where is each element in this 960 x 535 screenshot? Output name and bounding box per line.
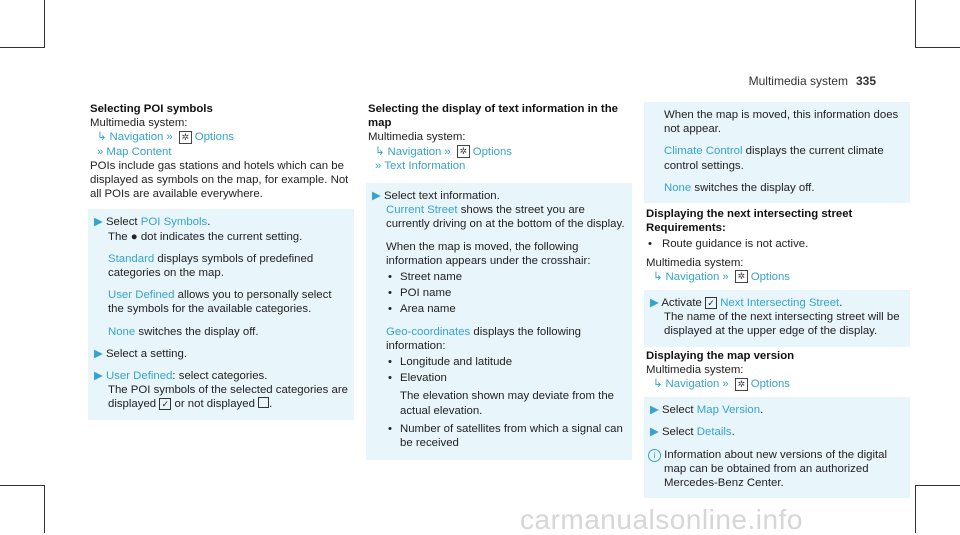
user-defined-text: allows you to personally select the symbols for the available categories. <box>108 289 332 316</box>
arrow-icon: ↳ <box>375 145 385 158</box>
none-link[interactable]: None <box>664 181 692 194</box>
climate-control-link[interactable]: Climate Control <box>664 145 743 158</box>
options-link[interactable]: Options <box>194 131 234 144</box>
user-defined-link[interactable]: User Defined <box>108 289 175 302</box>
dot-text: The ● dot indicates the current setting. <box>108 230 303 243</box>
arrow-icon: ↳ <box>97 131 107 144</box>
info-icon: i <box>648 449 661 462</box>
map-content-link[interactable]: Map Content <box>106 145 172 158</box>
punct: . <box>839 297 843 310</box>
crop-mark <box>44 485 45 533</box>
gear-icon: ✲ <box>735 378 748 391</box>
arrow-icon: ↳ <box>653 378 663 391</box>
crop-mark <box>915 0 916 48</box>
list-item: • Number of satellites from which a signal can be received <box>386 422 626 450</box>
step-text: Select <box>105 216 138 229</box>
standard-text: displays symbols of predefined categories on the map. <box>108 252 314 280</box>
crop-mark <box>915 485 960 486</box>
watermark: carmanualsonline.info <box>520 503 803 535</box>
requirements-label: Requirements: <box>646 222 726 235</box>
nav-link[interactable]: Navigation <box>109 131 164 144</box>
next-street-link[interactable]: Next Intersecting Street <box>720 297 840 310</box>
section-heading: Selecting the display of text information in the map <box>368 103 618 130</box>
step-icon: ▶ <box>372 190 381 203</box>
system-label: Multimedia system: <box>646 363 744 376</box>
text-info-link[interactable]: Text Information <box>384 159 466 172</box>
menu-path <box>646 270 910 284</box>
step-text: : select categories. <box>172 370 268 383</box>
nav-link[interactable]: Navigation <box>387 145 442 158</box>
chevron-icon: » <box>722 270 729 283</box>
options-link[interactable]: Options <box>750 378 790 391</box>
step-text: The POI symbols of the selected categories are displayed <box>108 384 348 411</box>
column-3 <box>646 102 910 498</box>
menu-path <box>646 377 910 391</box>
none-link[interactable]: None <box>108 325 136 338</box>
chevron-icon: » <box>375 159 382 172</box>
step-text: Select text information. <box>383 190 500 203</box>
options-link[interactable]: Options <box>750 270 790 283</box>
info-text: Information about new versions of the digital map can be obtained from an authorized Mercedes-Benz Center. <box>664 448 888 490</box>
chevron-icon: » <box>166 131 173 144</box>
gear-icon: ✲ <box>179 131 192 144</box>
requirement-item: • Route guidance is not active. <box>646 237 910 251</box>
header-title: Multimedia system <box>748 74 848 88</box>
section-heading: Displaying the next intersecting street <box>646 208 853 221</box>
moved-text: When the map is moved, this information does not appear. <box>664 109 899 136</box>
gear-icon: ✲ <box>735 270 748 283</box>
section-heading: Displaying the map version <box>646 349 795 362</box>
system-label: Multimedia system: <box>90 117 188 130</box>
arrow-icon: ↳ <box>653 270 663 283</box>
crop-mark <box>915 485 916 533</box>
current-street-text: shows the street you are currently driving on at the bottom of the display. <box>386 204 625 231</box>
menu-path-2 <box>368 159 632 173</box>
column-2 <box>368 102 632 460</box>
punct: . <box>731 426 735 439</box>
map-version-link[interactable]: Map Version <box>696 404 761 417</box>
chevron-icon: » <box>444 145 451 158</box>
user-defined-link[interactable]: User Defined <box>105 370 173 383</box>
punct: . <box>207 216 211 229</box>
list-item: • Area name <box>386 302 626 316</box>
menu-path <box>90 130 354 144</box>
section-heading: Selecting POI symbols <box>90 103 213 115</box>
nav-link[interactable]: Navigation <box>665 378 720 391</box>
page-number: 335 <box>855 74 876 88</box>
step-text: or not displayed <box>174 398 255 411</box>
step-text: Select a setting. <box>105 347 187 360</box>
checkbox-empty-icon <box>258 397 269 408</box>
climate-text: displays the current climate control settings. <box>664 145 884 172</box>
crop-mark <box>0 485 45 486</box>
step-icon: ▶ <box>94 347 103 360</box>
list-item: • POI name <box>386 286 626 300</box>
menu-path <box>368 145 632 159</box>
options-link[interactable]: Options <box>472 145 512 158</box>
continued-band <box>644 102 910 203</box>
step-text: Select <box>661 404 694 417</box>
geo-text: displays the following information: <box>386 325 582 352</box>
crop-mark <box>44 0 45 48</box>
list-item: • Elevation <box>386 371 626 385</box>
menu-path-2 <box>90 145 354 159</box>
list-item: • Street name <box>386 270 626 284</box>
checkbox-checked-icon: ✓ <box>159 398 171 410</box>
poi-symbols-link[interactable]: POI Symbols <box>140 216 208 229</box>
details-link[interactable]: Details <box>696 426 732 439</box>
chevron-icon: » <box>97 145 104 158</box>
step-band <box>644 290 910 347</box>
step-band <box>644 397 910 498</box>
standard-link[interactable]: Standard <box>108 252 155 265</box>
column-1 <box>90 102 354 420</box>
none-text: switches the display off. <box>135 325 259 338</box>
step-icon: ▶ <box>650 426 659 439</box>
punct: . <box>269 398 273 411</box>
crop-mark <box>915 47 960 48</box>
step-band <box>88 209 354 419</box>
current-street-link[interactable]: Current Street <box>386 204 458 217</box>
system-label: Multimedia system: <box>368 131 466 144</box>
elevation-note: The elevation shown may deviate from the actual elevation. <box>400 390 615 417</box>
gear-icon: ✲ <box>457 145 470 158</box>
list-item: • Longitude and latitude <box>386 355 626 369</box>
step-band <box>366 183 632 460</box>
step-icon: ▶ <box>94 216 103 229</box>
step-text: The name of the next intersecting street will be displayed at the upper edge of the display. <box>664 311 900 338</box>
checkbox-checked-icon: ✓ <box>705 297 717 309</box>
system-label: Multimedia system: <box>646 256 744 269</box>
page-header <box>749 74 876 88</box>
crop-mark <box>0 47 45 48</box>
step-icon: ▶ <box>650 404 659 417</box>
none-text: switches the display off. <box>691 181 815 194</box>
chevron-icon: » <box>722 378 729 391</box>
step-icon: ▶ <box>94 370 103 383</box>
geo-link[interactable]: Geo-coordinates <box>386 325 471 338</box>
intro-text: POIs include gas stations and hotels which can be displayed as symbols on the map, for example. Not all POIs are available everywhere. <box>90 159 349 201</box>
nav-link[interactable]: Navigation <box>665 270 720 283</box>
moved-text: When the map is moved, the following information appears under the crosshair: <box>386 240 591 267</box>
punct: . <box>760 404 764 417</box>
step-text: Activate <box>661 297 702 310</box>
step-text: Select <box>661 426 694 439</box>
step-icon: ▶ <box>650 297 659 310</box>
